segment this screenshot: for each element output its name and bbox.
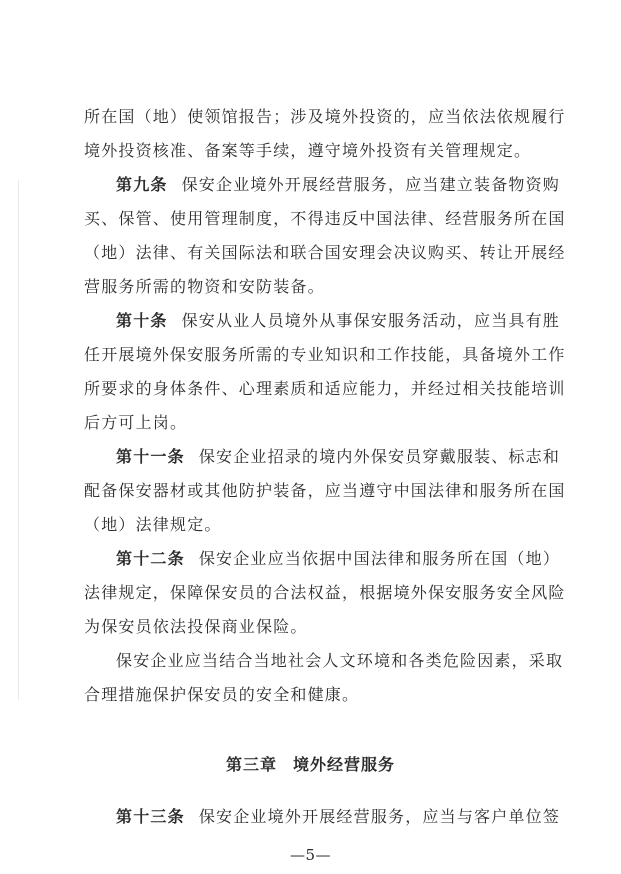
article-label: 第九条 bbox=[116, 175, 168, 194]
scan-margin-line bbox=[18, 180, 19, 700]
line-text: 合理措施保护保安员的安全和健康。 bbox=[84, 685, 360, 704]
article-11-first-line bbox=[116, 446, 560, 468]
line-text: 法律规定，保障保安员的合法权益，根据境外保安服务安全风险 bbox=[84, 583, 566, 602]
article-10-first-line bbox=[116, 310, 560, 332]
article-label: 第十三条 bbox=[116, 807, 185, 826]
line-text: 所在国（地）使领馆报告；涉及境外投资的，应当依法依规履行 bbox=[84, 107, 566, 126]
text-line bbox=[84, 514, 222, 536]
article-label: 第十条 bbox=[116, 311, 168, 330]
text-line bbox=[84, 140, 531, 162]
text-line bbox=[84, 684, 359, 706]
line-text: 保安企业境外开展经营服务，应当建立装备物资购 bbox=[181, 175, 561, 194]
line-text: 保安企业应当依据中国法律和服务所在国（地） bbox=[198, 549, 561, 568]
text-line bbox=[84, 242, 566, 264]
line-text: 任开展境外保安服务所需的专业知识和工作技能，具备境外工作 bbox=[84, 345, 566, 364]
text-line bbox=[84, 616, 308, 638]
page-number: —5— bbox=[289, 846, 332, 864]
line-text: 保安企业招录的境内外保安员穿戴服装、标志和 bbox=[198, 447, 561, 466]
article-12-first-line bbox=[116, 548, 560, 570]
line-text: 所要求的身体条件、心理素质和适应能力，并经过相关技能培训 bbox=[84, 379, 566, 398]
article-label: 第十二条 bbox=[116, 549, 185, 568]
text-line bbox=[84, 378, 566, 400]
line-text: 为保安员依法投保商业保险。 bbox=[84, 617, 308, 636]
line-text: 保安企业境外开展经营服务，应当与客户单位签 bbox=[198, 807, 561, 826]
text-line bbox=[84, 106, 566, 128]
line-text: （地）法律规定。 bbox=[84, 515, 222, 534]
text-line bbox=[84, 412, 187, 434]
line-text: 配备保安器材或其他防护装备，应当遵守中国法律和服务所在国 bbox=[84, 481, 566, 500]
line-text: 保安企业应当结合当地社会人文环境和各类危险因素，采取 bbox=[116, 651, 564, 670]
chapter-heading bbox=[0, 752, 621, 775]
line-text: 境外投资核准、备案等手续，遵守境外投资有关管理规定。 bbox=[84, 141, 532, 160]
text-line bbox=[84, 480, 566, 502]
chapter-number: 第三章 bbox=[225, 755, 277, 774]
line-text: 营服务所需的物资和安防装备。 bbox=[84, 277, 325, 296]
article-9-first-line bbox=[116, 174, 560, 196]
line-text: 后方可上岗。 bbox=[84, 413, 188, 432]
line-text: 买、保管、使用管理制度，不得违反中国法律、经营服务所在国 bbox=[84, 209, 566, 228]
chapter-title: 境外经营服务 bbox=[293, 755, 396, 774]
line-text: （地）法律、有关国际法和联合国安理会决议购买、转让开展经 bbox=[84, 243, 566, 262]
article-label: 第十一条 bbox=[116, 447, 185, 466]
paragraph-first-line bbox=[116, 650, 563, 672]
text-line bbox=[84, 208, 566, 230]
article-13-first-line bbox=[116, 806, 560, 828]
text-line bbox=[84, 582, 566, 604]
text-line bbox=[84, 344, 566, 366]
line-text: 保安从业人员境外从事保安服务活动，应当具有胜 bbox=[181, 311, 561, 330]
text-line bbox=[84, 276, 325, 298]
